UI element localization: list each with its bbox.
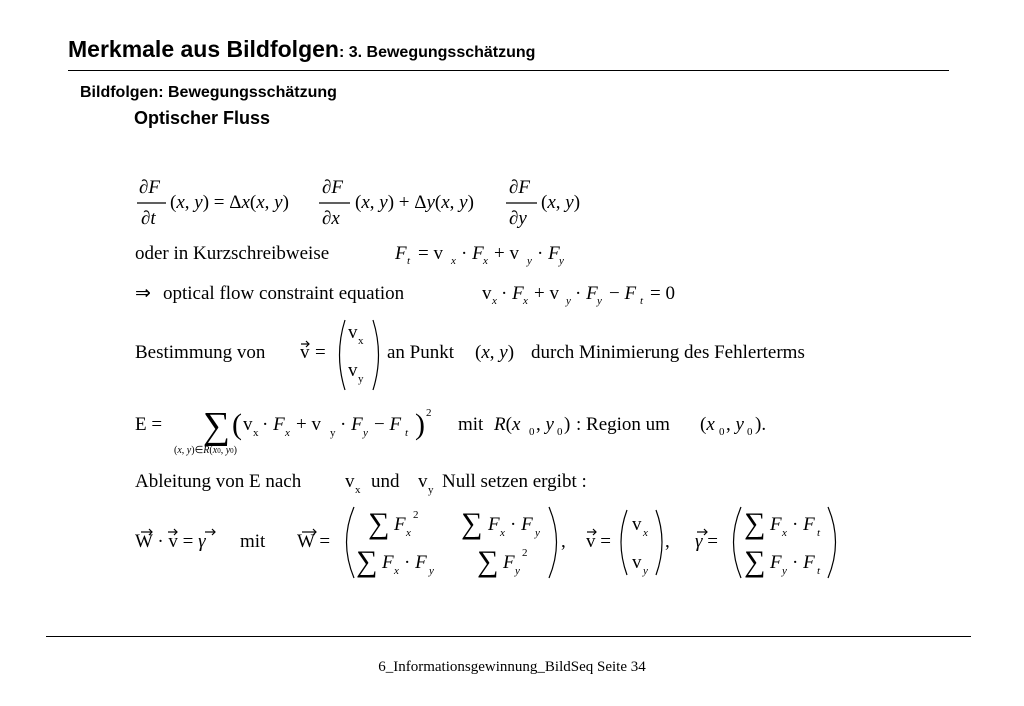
svg-text:− F: − F — [374, 414, 402, 435]
svg-text:x: x — [285, 427, 290, 439]
svg-text:v =: v = — [586, 531, 611, 552]
svg-text:(x: (x — [700, 414, 715, 435]
svg-text:y: y — [428, 484, 434, 496]
svg-text:⇒: ⇒ — [135, 283, 151, 304]
svg-text:∑: ∑ — [744, 545, 766, 578]
svg-text:+ v: + v — [494, 243, 519, 264]
svg-text:· F: · F — [792, 552, 815, 573]
page-footer: 6_Informationsgewinnung_BildSeq Seite 34 — [378, 659, 646, 675]
svg-text:− F: − F — [609, 283, 637, 304]
svg-text:∑: ∑ — [356, 545, 378, 578]
svg-text:y: y — [527, 255, 532, 267]
label-minimierung: durch Minimierung des Fehlerterms — [531, 342, 805, 363]
formula-velocity-definition — [135, 320, 805, 390]
svg-text:x: x — [523, 295, 528, 307]
svg-text:y: y — [559, 255, 564, 267]
svg-text:∂t: ∂t — [141, 208, 156, 229]
svg-text:y: y — [363, 427, 368, 439]
svg-text:y: y — [515, 565, 520, 577]
svg-text:x: x — [406, 527, 411, 539]
svg-text:v: v — [418, 471, 428, 492]
svg-text:y: y — [782, 565, 787, 577]
svg-text:,: , — [665, 531, 670, 552]
svg-text:): ) — [415, 408, 425, 441]
svg-text:t: t — [817, 527, 821, 539]
svg-text:∂x: ∂x — [322, 208, 340, 229]
formula-error-term — [135, 405, 766, 456]
svg-text:0: 0 — [719, 426, 725, 438]
svg-text:= 0: = 0 — [650, 283, 675, 304]
svg-text:v: v — [482, 283, 492, 304]
svg-text:· F: · F — [404, 552, 427, 573]
svg-text:).: ). — [755, 414, 767, 435]
svg-text:t: t — [405, 427, 409, 439]
svg-text:F: F — [395, 243, 407, 264]
svg-text:v: v — [348, 322, 358, 343]
svg-text:∂F: ∂F — [509, 177, 530, 198]
svg-text:· F: · F — [340, 414, 363, 435]
svg-text:2: 2 — [522, 547, 528, 559]
footer-divider — [46, 636, 971, 637]
svg-text:y: y — [535, 527, 540, 539]
svg-text:∑: ∑ — [368, 507, 390, 540]
svg-text:W =: W = — [297, 531, 331, 552]
svg-text:y: y — [566, 295, 571, 307]
label-und: und — [371, 471, 400, 492]
svg-text:): ) — [564, 414, 571, 435]
label-mit-region: mit — [458, 414, 484, 435]
svg-text:, y: , y — [536, 414, 554, 435]
svg-text:v: v — [243, 414, 253, 435]
label-null-setzen: Null setzen ergibt : — [442, 471, 587, 492]
svg-text:2: 2 — [426, 407, 432, 419]
svg-text:x: x — [500, 527, 505, 539]
svg-text:v: v — [632, 514, 642, 535]
svg-text:0: 0 — [557, 426, 563, 438]
svg-text:· F: · F — [537, 243, 560, 264]
label-bestimmung: Bestimmung von — [135, 342, 266, 363]
svg-text:x: x — [782, 527, 787, 539]
svg-text:∑: ∑ — [461, 507, 483, 540]
svg-text:2: 2 — [413, 509, 419, 521]
svg-text:∑: ∑ — [744, 507, 766, 540]
formula-matrix-equation — [135, 507, 836, 578]
svg-text:(x, y) = Δx(x, y): (x, y) = Δx(x, y) — [170, 192, 289, 213]
svg-text:(x, y) + Δy(x, y): (x, y) + Δy(x, y) — [355, 192, 474, 213]
svg-text:x: x — [355, 484, 361, 496]
formula-short-notation — [135, 243, 564, 267]
svg-text:y: y — [429, 565, 434, 577]
label-kurzschreibweise: oder in Kurzschreibweise — [135, 243, 330, 264]
svg-text:v: v — [345, 471, 355, 492]
svg-text:,: , — [561, 531, 566, 552]
svg-text:E =: E = — [135, 414, 163, 435]
page-title-sub: : 3. Bewegungsschätzung — [338, 44, 536, 61]
page-title-main: Merkmale aus Bildfolgen — [68, 36, 339, 62]
svg-text:0: 0 — [747, 426, 753, 438]
svg-text:x: x — [358, 335, 364, 347]
svg-text:x: x — [253, 427, 259, 439]
formula-constraint-equation — [135, 283, 675, 307]
svg-text:y: y — [330, 427, 336, 439]
svg-text:=: = — [315, 342, 326, 363]
svg-text:0: 0 — [529, 426, 535, 438]
svg-text:· F: · F — [510, 514, 533, 535]
svg-text:x: x — [451, 255, 456, 267]
svg-text:v: v — [300, 342, 310, 363]
svg-text:(x, y)∈R(x0, y0): (x, y)∈R(x0, y0) — [174, 445, 237, 456]
svg-text:+ v: + v — [534, 283, 559, 304]
svg-text:· F: · F — [501, 283, 524, 304]
label-an-punkt: an Punkt — [387, 342, 455, 363]
svg-text:= v: = v — [418, 243, 443, 264]
section-subheading: Optischer Fluss — [134, 108, 271, 128]
svg-text:v: v — [348, 360, 358, 381]
svg-text:F: F — [382, 552, 394, 573]
svg-text:+ v: + v — [296, 414, 321, 435]
svg-text:x: x — [483, 255, 488, 267]
svg-text:∑: ∑ — [203, 405, 231, 447]
label-region-um: : Region um — [576, 414, 670, 435]
formula-derivative-text — [135, 471, 587, 496]
svg-text:y: y — [358, 373, 364, 385]
svg-text:x: x — [643, 527, 648, 539]
svg-text:(x, y): (x, y) — [475, 342, 515, 363]
svg-text:∂y: ∂y — [509, 208, 527, 229]
svg-text:t: t — [640, 295, 644, 307]
svg-text:x: x — [492, 295, 497, 307]
svg-text:W · v = γ: W · v = γ — [135, 531, 206, 552]
svg-text:F: F — [770, 552, 782, 573]
svg-text:γ =: γ = — [695, 531, 718, 552]
svg-text:R(x: R(x — [494, 414, 521, 435]
svg-text:t: t — [817, 565, 821, 577]
formula-optical-flow-partial — [137, 177, 580, 229]
svg-text:· F: · F — [461, 243, 484, 264]
label-ofce: optical flow constraint equation — [163, 283, 405, 304]
svg-text:F: F — [503, 552, 515, 573]
svg-text:y: y — [597, 295, 602, 307]
svg-text:∑: ∑ — [477, 545, 499, 578]
label-mit-matrix: mit — [240, 531, 266, 552]
svg-text:· F: · F — [262, 414, 285, 435]
svg-text:, y: , y — [726, 414, 744, 435]
svg-text:F: F — [394, 514, 406, 535]
svg-text:· F: · F — [792, 514, 815, 535]
svg-text:∂F: ∂F — [322, 177, 343, 198]
svg-text:· F: · F — [575, 283, 598, 304]
svg-text:v: v — [632, 552, 642, 573]
svg-text:x: x — [394, 565, 399, 577]
svg-text:y: y — [643, 565, 648, 577]
svg-text:∂F: ∂F — [139, 177, 160, 198]
label-ableitung: Ableitung von E nach — [135, 471, 302, 492]
svg-text:F: F — [770, 514, 782, 535]
section-heading: Bildfolgen: Bewegungsschätzung — [80, 84, 337, 101]
svg-text:(: ( — [232, 408, 242, 441]
svg-text:t: t — [407, 255, 411, 267]
svg-text:(x, y): (x, y) — [541, 192, 581, 213]
svg-text:F: F — [488, 514, 500, 535]
